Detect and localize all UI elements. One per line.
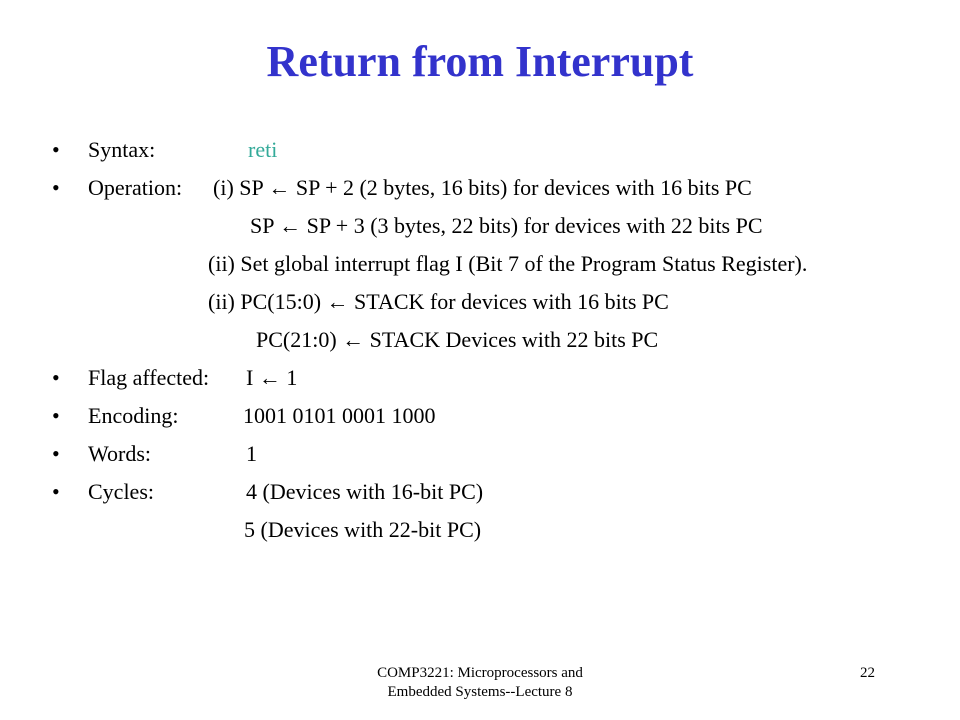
bullet-cycles: • bbox=[52, 479, 60, 504]
words-value: 1 bbox=[246, 441, 257, 466]
cycles-label: Cycles: bbox=[88, 479, 154, 504]
operation-line-3: (ii) Set global interrupt flag I (Bit 7 of the Program Status Register). bbox=[208, 251, 808, 276]
operation-line-4: (ii) PC(15:0) ← STACK for devices with 16 bits PC bbox=[208, 289, 669, 314]
words-label: Words: bbox=[88, 441, 152, 466]
footer-course-line-2: Embedded Systems--Lecture 8 bbox=[387, 684, 573, 700]
bullet-words: • bbox=[52, 441, 60, 466]
bullet-flag: • bbox=[52, 365, 60, 390]
bullet-syntax: • bbox=[52, 137, 60, 162]
cycles-value-1: 4 (Devices with 16-bit PC) bbox=[246, 479, 484, 504]
syntax-value: reti bbox=[248, 137, 278, 162]
flag-value: I ← 1 bbox=[246, 365, 298, 390]
operation-line-2: SP ← SP + 3 (3 bytes, 22 bits) for devices with 22 bits PC bbox=[250, 213, 763, 238]
operation-line-5: PC(21:0) ← STACK Devices with 22 bits PC bbox=[256, 327, 659, 352]
flag-label: Flag affected: bbox=[88, 365, 210, 390]
page-number: 22 bbox=[860, 665, 875, 681]
operation-label: Operation: bbox=[88, 175, 183, 200]
cycles-value-2: 5 (Devices with 22-bit PC) bbox=[244, 517, 482, 542]
bullet-encoding: • bbox=[52, 403, 60, 428]
footer-course-line-1: COMP3221: Microprocessors and bbox=[377, 665, 583, 681]
bullet-operation: • bbox=[52, 175, 60, 200]
operation-line-1: (i) SP ← SP + 2 (2 bytes, 16 bits) for devices with 16 bits PC bbox=[213, 175, 752, 200]
syntax-label: Syntax: bbox=[88, 137, 156, 162]
footer-course bbox=[300, 664, 660, 702]
encoding-value: 1001 0101 0001 1000 bbox=[243, 403, 436, 428]
encoding-label: Encoding: bbox=[88, 403, 179, 428]
slide-title: Return from Interrupt bbox=[266, 37, 694, 86]
